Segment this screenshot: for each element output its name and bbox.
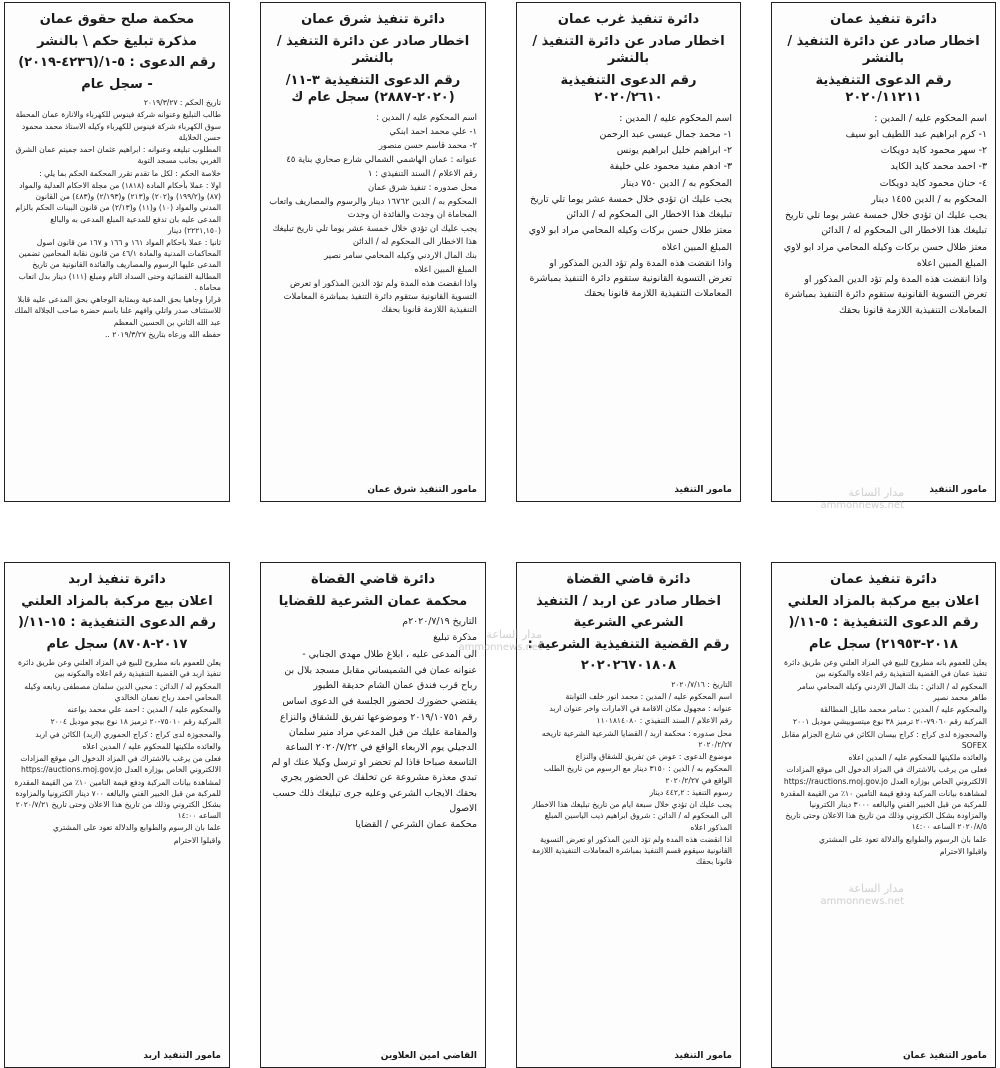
notice-east-amman-execution	[260, 2, 486, 502]
notice-heading: دائرة تنفيذ اربد	[68, 572, 166, 587]
notice-line: المحكوم به / الدين ٧٥٠ دينار	[621, 177, 732, 189]
notice-line: تاريخ الحكم : ٢٠١٩/٣/٢٧	[143, 98, 221, 108]
notice-line: واذا انقضت هذه المدة ولم تؤد الدين المذكور او تعرض التسوية القانونية ستقوم دائرة التنفيذ بمباشرة المعاملات التنفيذية اللازمة قانونا بحقك	[283, 277, 477, 314]
notice-line: حفظه الله ورعاه بتاريخ ٢٠١٩/٣/٢٧ ..	[105, 329, 221, 339]
notice-line: طالب التبليغ وعنوانه شركة فينوس للكهرباء والانارة عمان المحطة سوق الكهرباء شركة فينوس للكهرباء وكيله الاستاذ محمد محمود حسن الخلايلة	[15, 110, 221, 142]
case-number: رقم الدعوى التنفيذية : ١٥-١١/(	[17, 615, 217, 631]
notice-date: التاريخ ٢٠٢٠/٧/١٩م	[402, 616, 477, 628]
notice-line: ٢- محمد قاسم حسن منصور	[378, 139, 477, 150]
notice-line: المحكوم له / الدائن : بنك المال الاردني وكيله المحامي سامر طاهر محمد نصير	[797, 681, 987, 702]
notice-line: علما بان الرسوم والطوابع والدلالة تعود على المشتري	[818, 834, 987, 844]
notice-line: يعلن للعموم بانه مطروح للبيع في المزاد العلني وعن طريق دائرة تنفيذ عمان في القضية التنفيذية رقم اعلاه والمكونه بين	[784, 658, 987, 679]
notice-subheading: اخطار صادر عن دائرة التنفيذ / بالنشر	[276, 33, 470, 67]
notice-line: ١- علي محمد احمد ابنكي	[389, 125, 477, 136]
notice-line: والمحكوم عليه / المدين : سامر محمد طايل المطالقة	[820, 705, 987, 715]
notice-line: اولا : عملا بأحكام المادة (١٨١٨) من مجلة الاحكام العدلية والمواد (٨٧) و(١٩٩/٢) و(٢٠٢) و(٢١٣) و(٢/١٩٣) و(٤٨٣) من القانون المدني والمواد (١٠) و(١١) و(٢/١٣) من قانون البينات الحكم بالزام المدعى عليه بان تدفع للمدعية المبلغ المدعى به والبالغ (٢٢٢١,١٥٠) دينار	[15, 180, 221, 235]
notice-subheading: مذكرة تبليغ حكم \ بالنشر	[37, 33, 197, 49]
notice-line: خلاصة الحكم : لكل ما تقدم تقرر المحكمة الحكم بما يلي :	[39, 168, 221, 178]
notice-line: رسوم التنفيذ : ٤٤٢,٢ دينار	[649, 787, 732, 797]
notice-line: ٤- حنان محمود كايد دويكات	[879, 177, 987, 189]
watermark-text: مدار الساعة	[848, 486, 904, 499]
notice-line: يجب عليك ان تؤدي خلال خمسة عشر يوما تلي تاريخ تبليغك هذا الاخطار الى المحكوم له / الدائن	[529, 193, 732, 221]
notice-irbid-sharia-execution	[516, 562, 741, 1068]
notice-line: والعائده ملكيتها للمحكوم عليه / المدين اعلاه	[848, 753, 987, 763]
notice-line: رقم الاعلام / السند التنفيذي : ١	[368, 167, 477, 178]
auction-url-line: فعلى من يرغب بالاشتراك في المزاد الدخول الى موقع المزادات الالكتروني الخاص بوزارة العدل https://rauctions.moj.gov.jo	[783, 765, 987, 786]
court-name: محكمة عمان الشرعية للقضايا	[278, 593, 468, 609]
bottom-row	[0, 560, 1000, 1068]
notice-signature: مامور التنفيذ	[674, 485, 732, 495]
notice-line: يجب عليك ان تؤدي خلال سبعة ايام من تاريخ تبليغك هذا الاخطار الى المحكوم له / الدائن : شروق ابراهيم ذيب الياسين المبلغ المذكور اعلاه	[532, 800, 732, 832]
notice-signature: مامور التنفيذ	[674, 1051, 732, 1061]
case-number: رقم الدعوى التنفيذية ٢٠٢٠/٢٦١٠	[560, 72, 697, 106]
notice-line: بنك المال الاردني وكيله المحامي سامر نصير	[324, 249, 477, 260]
notice-line: المركبة رقم ٧٥٠١٠-٢٠ ترميز ١٨ نوع بيجو موديل ٢٠٠٤	[50, 717, 221, 727]
watermark-domain: ammonnews.net	[820, 896, 904, 907]
notice-signature: مامور التنفيذ عمان	[902, 1051, 987, 1061]
notice-amman-sharia-court	[260, 562, 486, 1068]
notice-subheading: اخطار صادر عن دائرة التنفيذ / بالنشر	[787, 33, 980, 67]
notice-line: اسم المحكوم عليه / المدين :	[376, 111, 477, 122]
notice-subheading: اخطار صادر عن اربد / التنفيذ	[536, 593, 721, 609]
notice-line: ١- كرم ابراهيم عبد اللطيف ابو سيف	[845, 128, 987, 140]
case-number: رقم الدعوى : ٥-١/(٤٢٣٦-٢٠١٩)	[18, 55, 216, 71]
notice-line: المبلغ المبين اعلاه	[661, 241, 732, 253]
notice-signature: مامور التنفيذ	[929, 485, 987, 495]
notice-amman-magistrate-court	[4, 2, 230, 502]
notice-signature: مامور التنفيذ شرق عمان	[367, 485, 477, 495]
notice-heading: دائرة قاضي القضاة	[311, 572, 435, 587]
notice-line: واذا انقضت هذه المدة ولم تؤد الدين المذكور او تعرض التسوية القانونية ستقوم دائرة التنفيذ بمباشرة المعاملات التنفيذية اللازمة قانونا بحقك	[784, 274, 987, 316]
notice-amman-execution	[771, 2, 996, 502]
watermark-text: مدار الساعة	[848, 882, 904, 895]
notice-signature: مامور التنفيذ اربد	[143, 1051, 221, 1061]
notice-line: يجب عليك ان تؤدي خلال خمسة عشر يوما تلي تاريخ تبليغك هذا الاخطار الى المحكوم له / الدائن	[272, 222, 477, 246]
top-row	[0, 0, 1000, 508]
notice-line: معتز طلال حسن بركات وكيله المحامي مراد ابو لاوي	[783, 241, 987, 253]
notice-subheading: اعلان بيع مركبة بالمزاد العلني	[21, 593, 213, 609]
case-number-label: رقم القضية التنفيذية الشرعية :	[527, 636, 730, 652]
notice-amman-vehicle-auction	[771, 562, 996, 1068]
watermark-domain: ammonnews.net	[458, 642, 542, 653]
notice-line: ٣- احمد محمد كايد الكايد	[890, 161, 987, 173]
notice-line: التاريخ : ٢٠٢٠/٧/١٦	[671, 679, 732, 689]
case-register: ٢٠١٨-٢١٩٥٣) سجل عام	[809, 636, 958, 652]
notice-line: اسم المحكوم عليه / المدين :	[619, 112, 732, 124]
case-number: رقم الدعوى التنفيذية ٣-١١/ (٢٠٢٠-٢٨٨٧) سجل عام ك	[285, 72, 461, 106]
notice-line: والمحكوم عليه / المدين : احمد علي محمد بواعنه	[67, 705, 221, 715]
notice-subheading: اخطار صادر عن دائرة التنفيذ / بالنشر	[532, 33, 725, 67]
case-register: - سجل عام	[81, 76, 153, 92]
notice-heading: دائرة تنفيذ عمان	[830, 572, 937, 587]
notice-line: قرارا وجاهيا بحق المدعية وبمثابة الوجاهي بحق المدعى عليه قابلا للاستئناف صدر واتلي وافهم علنا باسم حضرة صاحب الجلالة الملك عبد الله الثاني بن الحسين المعظم	[14, 295, 221, 327]
notice-line: ٢- ابراهيم خليل ابراهيم يونس	[616, 145, 732, 157]
notice-signature: القاضي امين العلاوين	[380, 1051, 477, 1061]
notice-line: المبلغ المبين اعلاه	[916, 257, 987, 269]
notice-line: واقبلوا الاحترام	[939, 846, 987, 856]
watermark-domain: ammonnews.net	[820, 500, 904, 511]
notice-line: المحكوم به / الدين ١٦٧٦٢ دينار والرسوم والمصاريف واتعاب المحاماة ان وجدت والفائدة ان وجدت	[269, 195, 477, 219]
case-number: ٢٠٢٠٢٦٧٠١٨٠٨	[580, 658, 677, 674]
notice-line: المبلغ المبين اعلاه	[414, 263, 477, 274]
notice-line: ١- محمد جمال عيسى عبد الرحمن	[599, 128, 732, 140]
notice-line: المحكوم به / الدين ١٤٥٥ دينار	[871, 193, 987, 205]
notice-line: اسم المحكوم عليه / المدين :	[874, 112, 987, 124]
notice-type: مذكرة تبليغ	[433, 632, 477, 644]
notice-line: ثانيا : عملا باحكام المواد ١٦١ و ١٦٦ و ١٦٧ من قانون اصول المحاكمات المدنية والمادة ٤٦/١ من قانون نقابة المحامين تضمين المدعى عليها الرسوم والمصاريف والفائدة القانونية من تاريخ المطالبة القضائية وحتى السداد التام ومبلغ (١١١) دينار بدل اتعاب محاماة .	[18, 238, 221, 292]
notice-line: المطلوب تبليغه وعنوانه : ابراهيم عثمان احمد جميتم عمان الشرق الغربي بجانب مسجد التوبة	[15, 145, 221, 166]
notice-heading: دائرة تنفيذ عمان	[830, 12, 937, 27]
notice-line: المركبة رقم ٧٩٠٦٠-٢٠ ترميز ٣٨ نوع ميتسوبيشي موديل ٢٠٠١	[792, 717, 987, 727]
notice-line: اذا انقضت هذه المدة ولم تؤد الدين المذكور او تعرض التسوية القانونية سيقوم قسم التنفيذ بمباشرة المعاملات التنفيذية اللازمة قانونا بحقك	[532, 834, 732, 867]
notice-line: الى المدعى عليه ، ابلاغ طلال مهدي الجنابي -	[302, 648, 477, 660]
notice-line: لمشاهدة بيانات المركبة ودفع قيمة التامين ١٠٪ من القيمة المقدرة للمركبة من قبل الخبير الفني والبالغه ٧٠٠ دينار الكترونيا والمزاودة بشكل الكتروني وذلك من تاريخ هذا الاعلان وحتى تاريخ ٢٠٢٠/٧/٢١ الساعه ١٤:٠٠	[14, 777, 221, 821]
case-number: رقم الدعوى التنفيذية ٢٠٢٠/١١٢١١	[815, 72, 952, 106]
notice-line: رقم الاعلام / السند التنفيذي : ١١٠١٨١٤٠٨٠	[596, 716, 732, 726]
notice-west-amman-execution	[516, 2, 741, 502]
notice-line: معتز طلال حسن بركات وكيله المحامي مراد ابو لاوي	[528, 225, 732, 237]
notice-subheading: اعلان بيع مركبة بالمزاد العلني	[787, 593, 980, 609]
notice-heading: دائرة تنفيذ شرق عمان	[301, 12, 445, 27]
notice-line: موضوع الدعوى : عوض عن تفريق للشقاق والنزاع	[575, 752, 732, 762]
notice-line: واقبلوا الاحترام	[173, 835, 221, 845]
notice-heading: دائرة قاضي القضاة	[566, 572, 691, 587]
notice-line: يعلن للعموم بانه مطروح للبيع في المزاد العلني وعن طريق دائرة تنفيذ اربد في القضية التنفيذية رقم اعلاه والمكونه بين	[18, 658, 221, 679]
notice-line: والمحجوزة لدى كراج : كراج بيسان الكائن في شارع الجزام مقابل SOFEX	[781, 729, 987, 750]
notice-line: المحكوم به / الدين : ٣١٥٠ دينار مع الرسوم من تاريخ الطلب الواقع في ٢٠٢٠/٢/٢٧	[543, 764, 732, 785]
notice-line: ٢- سهر محمود كايد دويكات	[880, 145, 987, 157]
notice-line: والمحجوزة لدى كراج : كراج الحموري (اربد) الكائن في اربد	[35, 729, 221, 739]
notice-line: واذا انقضت هذه المدة ولم تؤد الدين المذكور او تعرض التسوية القانونية ستقوم دائرة التنفيذ بمباشرة المعاملات التنفيذية اللازمة قانونا بحقك	[529, 257, 732, 300]
auction-url-line: فعلى من يرغب بالاشتراك في المزاد الدخول الى موقع المزادات الالكتروني الخاص بوزارة العدل https://auctions.moj.gov.jo	[20, 754, 221, 775]
notice-line: محكمة عمان الشرعي / القضايا	[355, 819, 477, 831]
notice-line: اسم المحكوم عليه / المدين : محمد انور خلف الثوابتة	[565, 691, 732, 701]
notice-line: عنوانه عمان في الشميساني مقابل مسجد بلال بن رباح قرب فندق عمان الشام حديقة الطيور	[284, 664, 477, 692]
notice-line: يقتضي حضورك لحضور الجلسة في الدعوى اساس رقم ٢٠١٩/١٠٧٥١ وموضوعها تفريق للشقاق والنزاع والمقامة عليك من قبل المدعي مراد منير سلمان الدجيلي يوم الاربعاء الواقع في ٢٠٢٠/٧/٢٢ الساعة التاسعة صباحا فاذا لم تحضر او ترسل وكيلا عنك او لم تبدي معذرة مشروعة عن تخلفك عن الحضور يجري بحقك الايجاب الشرعي وعليه جرى تبليغك ذلك حسب الاصول	[271, 696, 477, 814]
case-number: رقم الدعوى التنفيذية : ٥-١١/(	[788, 615, 979, 631]
notice-line: المحكوم له / الدائن : محيي الدين سلمان مصطفى ربابعه وكيله المحامي احمد رباح نعمان الخالدي	[24, 681, 221, 702]
notice-irbid-vehicle-auction	[4, 562, 230, 1068]
notice-subheading: الشرعي الشرعية	[573, 615, 684, 631]
notice-line: محل صدوره : محكمة اربد / القضايا الشرعية الشرعية تاريخه ٢٠٢٠/٢/٢٧	[541, 728, 732, 749]
notice-line: علما بان الرسوم والطوابع والدلالة تعود على المشتري	[52, 823, 221, 833]
notice-line: ٣- ادهم مفيد محمود علي خليفة	[609, 161, 732, 173]
notice-heading: دائرة تنفيذ غرب عمان	[557, 12, 700, 27]
notice-line: يجب عليك ان تؤدي خلال خمسة عشر يوما تلي تاريخ تبليغك هذا الاخطار الى المحكوم له / الدائن	[784, 210, 987, 237]
watermark-text: مدار الساعة	[486, 628, 542, 641]
notice-line: عنوانه : عمان الهاشمي الشمالي شارع صحاري بناية ٤٥	[286, 153, 477, 164]
notice-line: عنوانه : مجهول مكان الاقامة في الامارات واخر عنوان اربد	[549, 704, 732, 714]
notice-line: لمشاهدة بيانات المركبة ودفع قيمة التامين ١٠٪ من القيمة المقدرة للمركبة من قبل الخبير الفني والبالغه ٣٠٠٠ دينار الكترونيا والمزاودة بشكل الكتروني وذلك من تاريخ هذا الاعلان وحتى تاريخ ٢٠٢٠/٨/٥ الساعه ١٤:٠٠	[780, 788, 987, 832]
notice-line: والعائده ملكيتها للمحكوم عليه / المدين اعلاه	[82, 741, 221, 751]
notice-heading: محكمة صلح حقوق عمان	[39, 12, 195, 27]
notice-line: محل صدوره : تنفيذ شرق عمان	[367, 181, 477, 192]
case-register: ٢٠١٧-٨٧٠٨) سجل عام	[46, 636, 188, 652]
row-separator	[0, 508, 1000, 560]
